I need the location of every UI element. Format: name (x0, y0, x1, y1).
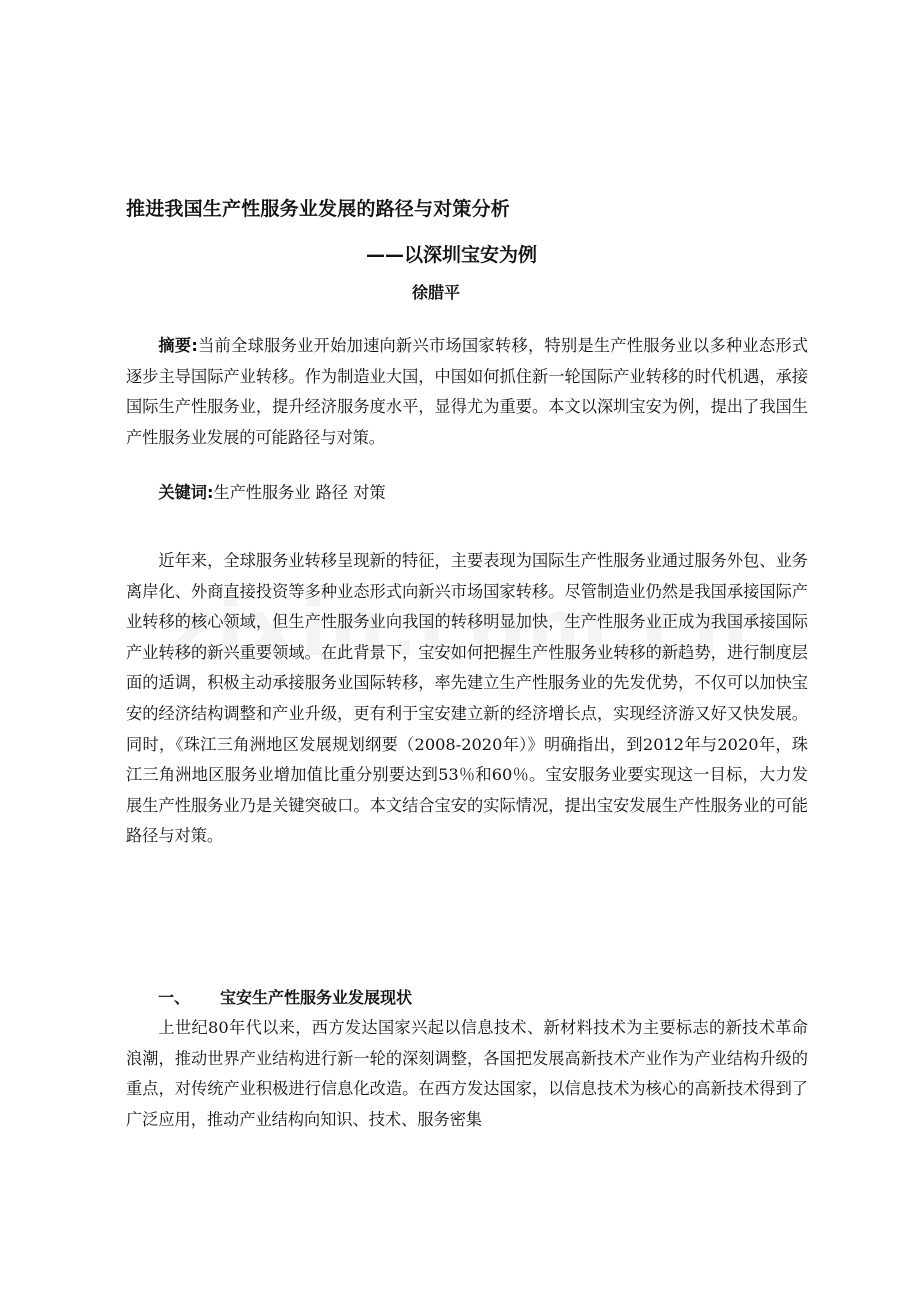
keywords-label: 关键词: (158, 483, 214, 502)
document-title: 推进我国生产性服务业发展的路径与对策分析 (126, 198, 511, 220)
section-heading (158, 983, 412, 1013)
abstract-paragraph (126, 331, 808, 453)
section-title: 宝安生产性服务业发展现状 (220, 988, 413, 1007)
keywords-text: 生产性服务业 路径 对策 (213, 483, 386, 502)
author-name: 徐腊平 (412, 283, 461, 302)
section-paragraph: 上世纪80年代以来，西方发达国家兴起以信息技术、新材料技术为主要标志的新技术革命浪潮，推动世界产业结构进行新一轮的深刻调整，各国把发展高新技术产业作为产业结构升级的重点，对传统产业积极进行信息化改造。在西方发达国家，以信息技术为核心的高新技术得到了广泛应用，推动产业结构向知识、技术、服务密集 (126, 1018, 808, 1129)
keywords-line (126, 478, 386, 508)
section-number: 一、 (158, 988, 191, 1007)
abstract-text: 当前全球服务业开始加速向新兴市场国家转移，特别是生产性服务业以多种业态形式逐步主导国际产业转移。作为制造业大国，中国如何抓住新一轮国际产业转移的时代机遇，承接国际生产性服务业，提升经济服务度水平，显得尤为重要。本文以深圳宝安为例，提出了我国生产性服务业发展的可能路径与对策。 (126, 336, 809, 447)
intro-paragraph: 近年来，全球服务业转移呈现新的特征，主要表现为国际生产性服务业通过服务外包、业务离岸化、外商直接投资等多种业态形式向新兴市场国家转移。尽管制造业仍然是我国承接国际产业转移的核心领域，但生产性服务业向我国的转移明显加快，生产性服务业正成为我国承接国际产业转移的新兴重要领域。在此背景下，宝安如何把握生产性服务业转移的新趋势，进行制度层面的适调，积极主动承接服务业国际转移，率先建立生产性服务业的先发优势，不仅可以加快宝安的经济结构调整和产业升级，更有利于宝安建立新的经济增长点，实现经济游又好又快发展。同时，《珠江三角洲地区发展规划纲要（2008-2020年）》明确指出，到2012年与2020年，珠江三角洲地区服务业增加值比重分别要达到53％和60％。宝安服务业要实现这一目标，大力发展生产性服务业乃是关键突破口。本文结合宝安的实际情况，提出宝安发展生产性服务业的可能路径与对策。 (126, 551, 808, 846)
document-subtitle: ——以深圳宝安为例 (366, 244, 538, 266)
abstract-label: 摘要: (158, 336, 198, 355)
